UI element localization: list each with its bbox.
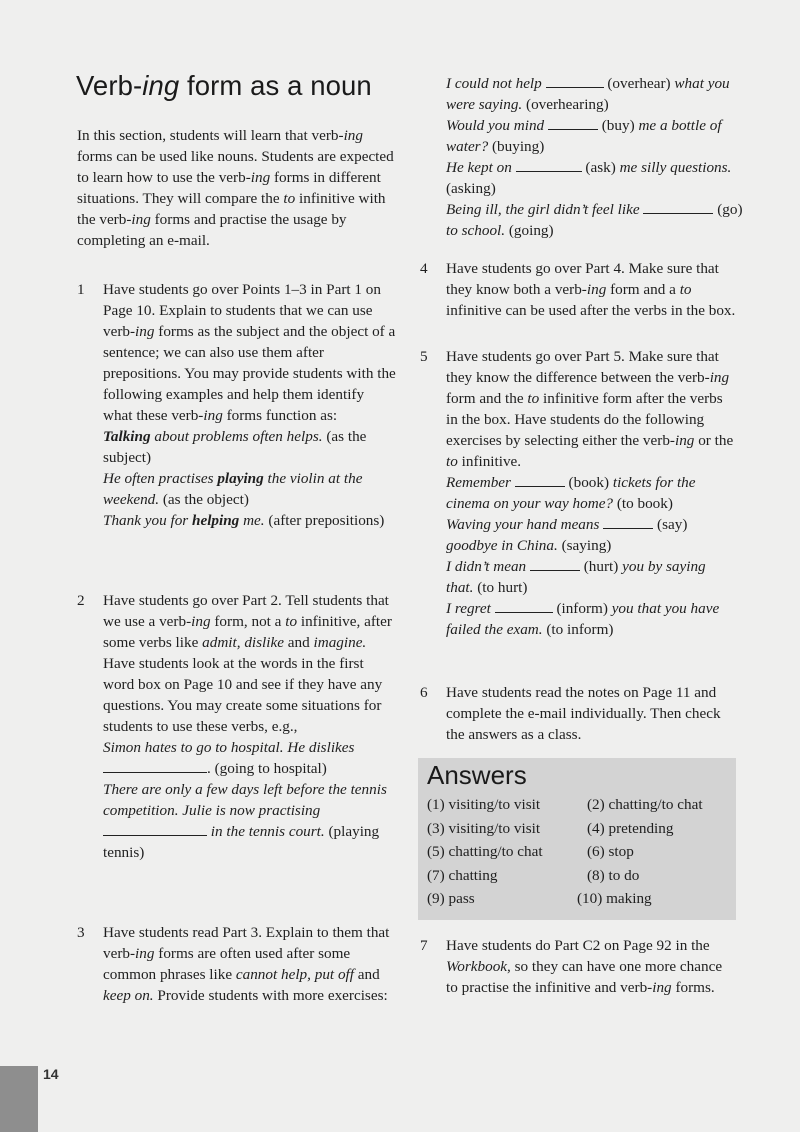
text-run: forms are often used after some common phrases like (103, 945, 351, 983)
fill-in-blank (530, 556, 580, 571)
instruction-item-5 (420, 346, 736, 640)
item-number: 2 (77, 592, 85, 609)
title-part-italic: ing (142, 70, 180, 101)
answer-item: (8) to do (587, 866, 640, 884)
answer-item: (7) chatting (427, 866, 498, 884)
text-run: Have students do Part C2 on Page 92 in the (446, 937, 710, 954)
text-run: forms can be used like nouns. Students are expected to learn how to use the verb- (77, 148, 394, 186)
italic-run: Remember (446, 474, 515, 491)
italic-run: ing (135, 945, 155, 962)
item-number: 1 (77, 281, 85, 298)
italic-run: to (285, 613, 298, 630)
bold-italic-run: helping (192, 512, 240, 529)
answer-item: (2) chatting/to chat (587, 796, 703, 813)
example-sentence (103, 737, 397, 779)
answer-item: (4) pretending (587, 819, 674, 837)
italic-run: to (527, 390, 540, 407)
text-run: (overhear) (603, 75, 675, 92)
text-run: (to book) (613, 495, 673, 512)
text-run: , so they can have one more chance to practise the infinitive and verb- (446, 958, 723, 996)
italic-run: I didn’t mean (446, 558, 530, 575)
text-run: forms and practise the usage by completing an e-mail. (77, 211, 347, 249)
italic-run: He often practises (103, 470, 218, 487)
text-run: forms as the subject and the object of a sentence; we can also use them after prepositions. You may provide students with the following examples and help them identify what these verb- (103, 323, 396, 424)
italic-run: Being ill, the girl didn’t feel like (446, 201, 644, 218)
italic-run: tickets for the cinema on your way home? (446, 474, 696, 512)
example-sentence (446, 556, 736, 598)
text-run: (playing tennis) (103, 823, 380, 861)
example-sentence (103, 779, 397, 863)
example-sentence (103, 510, 397, 531)
text-run: (as the object) (159, 491, 249, 508)
italic-run: Simon hates to go to hospital. He dislikes (103, 739, 355, 756)
italic-run: Workbook (446, 958, 508, 975)
text-run: infinitive, after some verbs like (103, 613, 392, 651)
example-sentence (446, 199, 746, 241)
text-run: (to inform) (542, 621, 614, 638)
italic-run: to (283, 190, 296, 207)
text-run: (going) (505, 222, 554, 239)
example-sentence (446, 472, 736, 514)
text-run: (as the subject) (103, 428, 367, 466)
text-run: (overhearing) (522, 96, 609, 113)
item-number: 7 (420, 937, 428, 954)
italic-run: ing (709, 369, 730, 386)
fill-in-blank (516, 157, 582, 172)
item-text (446, 935, 736, 998)
fill-in-blank (548, 115, 598, 130)
instruction-item-2 (77, 590, 397, 863)
text-run: (saying) (557, 537, 612, 554)
example-sentence (103, 426, 397, 468)
text-run: infinitive. (457, 453, 522, 470)
intro-paragraph (77, 125, 397, 251)
instruction-item-4 (420, 258, 736, 321)
italic-run: Thank you for (103, 512, 193, 529)
italic-run: ing (203, 407, 223, 424)
italic-run: ing (191, 613, 211, 630)
italic-run: me. (239, 512, 265, 529)
text-run: or the (694, 432, 734, 449)
text-run: (say) (653, 516, 688, 533)
italic-run: goodbye in China. (446, 537, 558, 554)
example-sentence (446, 157, 746, 199)
example-sentence (446, 598, 736, 640)
page-number: 14 (43, 1066, 59, 1082)
page-number-tab (0, 1066, 38, 1132)
example-sentence (103, 468, 397, 510)
italic-run: me silly questions. (619, 159, 732, 176)
item-number: 4 (420, 260, 428, 277)
italic-run: you by saying that. (446, 558, 706, 596)
text-run: (to hurt) (473, 579, 528, 596)
section-title (76, 70, 372, 102)
text-run: infinitive with the verb- (77, 190, 386, 228)
item-number: 6 (420, 684, 428, 701)
italic-run: There are only a few days left before the tennis competition. Julie is now practising (103, 781, 387, 819)
item-number: 5 (420, 348, 428, 365)
italic-run: ing (674, 432, 695, 449)
item-3-examples (446, 73, 746, 241)
italic-run: me a bottle of water? (446, 117, 722, 155)
text-run: form and the (446, 390, 528, 407)
italic-run: ing (250, 169, 271, 186)
instruction-item-1 (77, 279, 397, 531)
fill-in-blank (495, 598, 553, 613)
text-run: infinitive form after the verbs in the box. Have students do the following exercises by selecting either the verb- (446, 390, 723, 449)
italic-run: I could not help (446, 75, 546, 92)
italic-run: what you were saying. (446, 75, 730, 113)
title-part: form as a noun (179, 70, 372, 101)
text-run: form, not a (210, 613, 286, 630)
instruction-item-6 (420, 682, 736, 745)
text-run: infinitive can be used after the verbs in the box. (446, 302, 736, 319)
text-run: Provide students with more exercises: (153, 987, 388, 1004)
example-sentence (446, 514, 736, 556)
italic-run: ing (343, 127, 363, 144)
answers-title: Answers (427, 760, 527, 790)
text-run: Have students go over Part 2. Tell students that we use a verb- (103, 592, 389, 630)
text-run: (hurt) (579, 558, 623, 575)
example-sentence (446, 115, 746, 157)
text-run: (inform) (552, 600, 612, 617)
fill-in-blank (103, 758, 207, 773)
text-run: Have students read the notes on Page 11 and complete the e-mail individually. Then check the answers as a class. (446, 684, 721, 743)
title-part: Verb- (76, 70, 143, 101)
text-run: Have students look at the words in the first word box on Page 10 and see if they have any questions. You may create some situations for students to use these verbs, e.g., (103, 655, 383, 735)
italic-run: the violin at the weekend. (103, 470, 363, 508)
item-text (446, 258, 736, 321)
italic-run: you that you have failed the exam. (446, 600, 720, 638)
italic-run: in the tennis court. (207, 823, 325, 840)
text-run: In this section, students will learn that verb- (77, 127, 344, 144)
bold-italic-run: Talking (103, 428, 151, 445)
italic-run: Would you mind (446, 117, 548, 134)
italic-run: ing (131, 211, 151, 228)
text-run: Have students go over Points 1–3 in Part 1 on Page 10. Explain to students that we can use verb- (103, 281, 381, 340)
text-run: (buy) (597, 117, 639, 134)
text-run: (asking) (446, 180, 496, 197)
text-run: forms function as: (222, 407, 338, 424)
item-number: 3 (77, 924, 85, 941)
text-run: and (354, 966, 380, 983)
text-run: (after prepositions) (264, 512, 385, 529)
instruction-item-3 (77, 922, 397, 1006)
text-run: (go) (713, 201, 743, 218)
fill-in-blank (546, 73, 604, 88)
item-text (446, 682, 736, 745)
fill-in-blank (515, 472, 565, 487)
answer-item: (3) visiting/to visit (427, 819, 541, 837)
answer-item: (1) visiting/to visit (427, 796, 541, 813)
answers-box (418, 758, 736, 920)
italic-run: ing (586, 281, 607, 298)
italic-run: to (446, 453, 458, 470)
fill-in-blank (643, 199, 713, 214)
italic-run: He kept on (446, 159, 516, 176)
fill-in-blank (103, 821, 207, 836)
text-run: (book) (564, 474, 613, 491)
italic-run: about problems often helps. (150, 428, 323, 445)
text-run: forms. (671, 979, 715, 996)
example-sentence (446, 73, 746, 115)
item-text (103, 279, 397, 426)
answer-item: (10) making (577, 890, 652, 907)
italic-run: cannot help, put off (235, 966, 354, 983)
italic-run: keep on. (103, 987, 154, 1004)
italic-run: admit, dislike (202, 634, 284, 651)
answer-item: (6) stop (587, 843, 634, 860)
italic-run: imagine. (313, 634, 367, 651)
answers-grid (427, 794, 732, 909)
italic-run: to (679, 281, 692, 298)
text-run: . (going to hospital) (207, 760, 327, 777)
text-run: Have students go over Part 5. Make sure that they know the difference between the verb- (446, 348, 719, 386)
text-run: Have students read Part 3. Explain to them that verb- (103, 924, 390, 962)
italic-run: ing (135, 323, 155, 340)
italic-run: to school. (446, 222, 506, 239)
italic-run: I regret (446, 600, 495, 617)
italic-run: Waving your hand means (446, 516, 604, 533)
answer-item: (9) pass (427, 890, 475, 907)
instruction-item-7 (420, 935, 736, 998)
text-run: forms in different situations. They will compare the (77, 169, 381, 207)
item-text (103, 922, 397, 1006)
item-text (103, 590, 397, 737)
answer-item: (5) chatting/to chat (427, 843, 543, 860)
text-run: Have students go over Part 4. Make sure that they know both a verb- (446, 260, 719, 298)
fill-in-blank (603, 514, 653, 529)
text-run: (buying) (488, 138, 545, 155)
italic-run: ing (652, 979, 672, 996)
text-run: and (283, 634, 314, 651)
text-run: form and a (606, 281, 680, 298)
item-text (446, 346, 736, 472)
bold-italic-run: playing (217, 470, 264, 487)
text-run: (ask) (581, 159, 620, 176)
